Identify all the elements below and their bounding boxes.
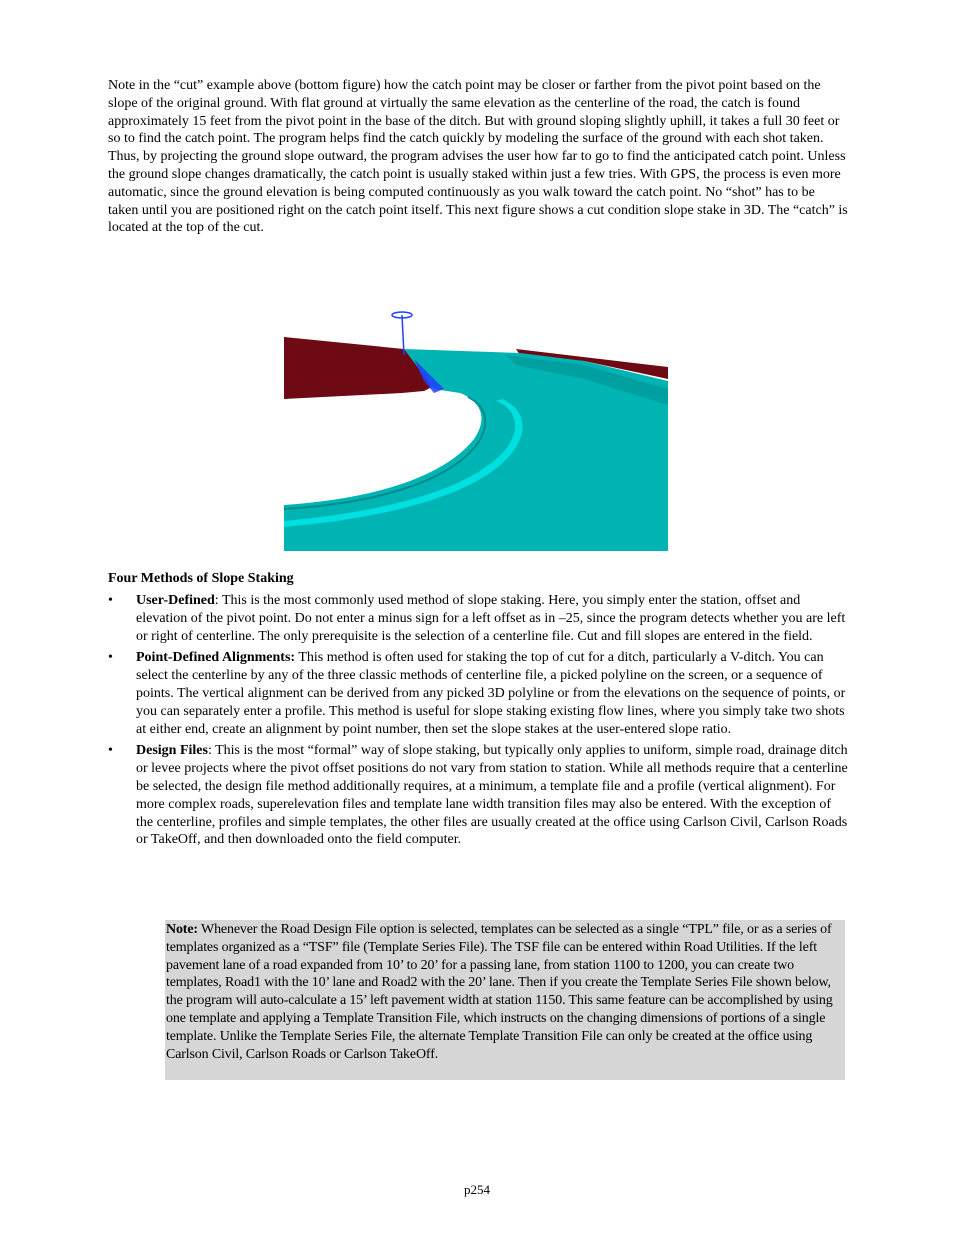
cut-slope-stake-3d-figure xyxy=(284,309,668,551)
bullet-icon: • xyxy=(108,593,113,608)
method-title: User-Defined xyxy=(136,593,215,608)
method-title: Design Files xyxy=(136,743,208,759)
bullet-icon: • xyxy=(108,650,113,666)
method-item-user-defined xyxy=(108,592,848,645)
page-number: p254 xyxy=(464,1182,490,1197)
method-text: This is the most commonly used method of slope staking. Here, you simply enter the station, offset and elevation of the pivot point. Do not enter a minus sign for a left offset as in –25, since the program detects whether you are left or right of centerline. The only prerequisite is the selection of a centerline file. Cut and fill slopes are entered in the field. xyxy=(136,593,846,644)
intro-paragraph: Note in the “cut” example above (bottom figure) how the catch point may be closer or farther from the pivot point based on the slope of the original ground. With flat ground at virtually the same elevation as the centerline of the road, the catch is found approximately 15 feet from the pivot point in the base of the ditch. But with ground sloping slightly uphill, it takes a full 30 feet or so to find the catch point. The program helps find the catch quickly by modeling the surface of the ground with each shot taken. Thus, by projecting the ground slope outward, the program advises the user how far to go to find the anticipated catch point. Unless the ground slope changes dramatically, the catch point is usually staked within just a few tries. With GPS, the process is even more automatic, since the ground elevation is being computed continuously as you walk toward the catch point. No “shot” has to be taken until you are positioned right on the catch point itself. This next figure shows a cut condition slope stake in 3D. The “catch” is located at the top of the cut. xyxy=(108,78,848,236)
methods-list xyxy=(108,592,848,853)
method-text: This method is often used for staking the top of cut for a ditch, particularly a V-ditch. You can select the centerline by any of the three classic methods of centerline file, a picked polyline on the screen, or a sequence of points. The vertical alignment can be derived from any picked 3D polyline or from the elevations on the sequence of points, or you can separately enter a profile. This method is useful for slope staking existing flow lines, where you simply take two shots at either end, create an alignment by point number, then set the slope stakes at the user-entered slope ratio. xyxy=(136,650,846,737)
method-text: This is the most “formal” way of slope staking, but typically only applies to uniform, simple road, drainage ditch or levee projects where the pivot offset positions do not vary from station to station. While all methods require that a centerline be selected, the design file method additionally requires, at a minimum, a template file and a profile (vertical alignment). For more complex roads, superelevation files and template lane width transition files may also be entered. With the exception of the centerline, profiles and simple templates, the other files are usually created at the office using Carlson Civil, Carlson Roads or TakeOff, and then downloaded onto the field computer. xyxy=(136,743,848,848)
note-label: Note: xyxy=(166,922,198,937)
method-separator: : xyxy=(214,593,222,608)
method-item-design-files xyxy=(108,742,848,849)
method-separator: : xyxy=(207,743,216,759)
note-box xyxy=(165,920,845,1080)
method-title: Point-Defined Alignments: xyxy=(136,650,296,666)
section-heading: Four Methods of Slope Staking xyxy=(108,571,294,586)
note-text: Whenever the Road Design File option is selected, templates can be selected as a single “TPL” file, or as a series of templates organized as a “TSF” file (Template Series File). The TSF file can be entered within Road Utilities. If the left pavement lane of a road expanded from 10’ to 20’ for a passing lane, from station 1100 to 1200, you can create two templates, Road1 with the 10’ lane and Road2 with the 20’ lane. Then if you create the Template Series File shown below, the program will auto-calculate a 15’ left pavement width at station 1150. This same feature can be accomplished by using one template and applying a Template Transition File, which instructs on the changing dimensions of portions of a single template. Unlike the Template Series File, the alternate Template Transition File can only be created at the office using Carlson Civil, Carlson Roads or Carlson TakeOff. xyxy=(166,922,833,1062)
method-item-point-defined xyxy=(108,649,848,738)
bullet-icon: • xyxy=(108,743,113,759)
